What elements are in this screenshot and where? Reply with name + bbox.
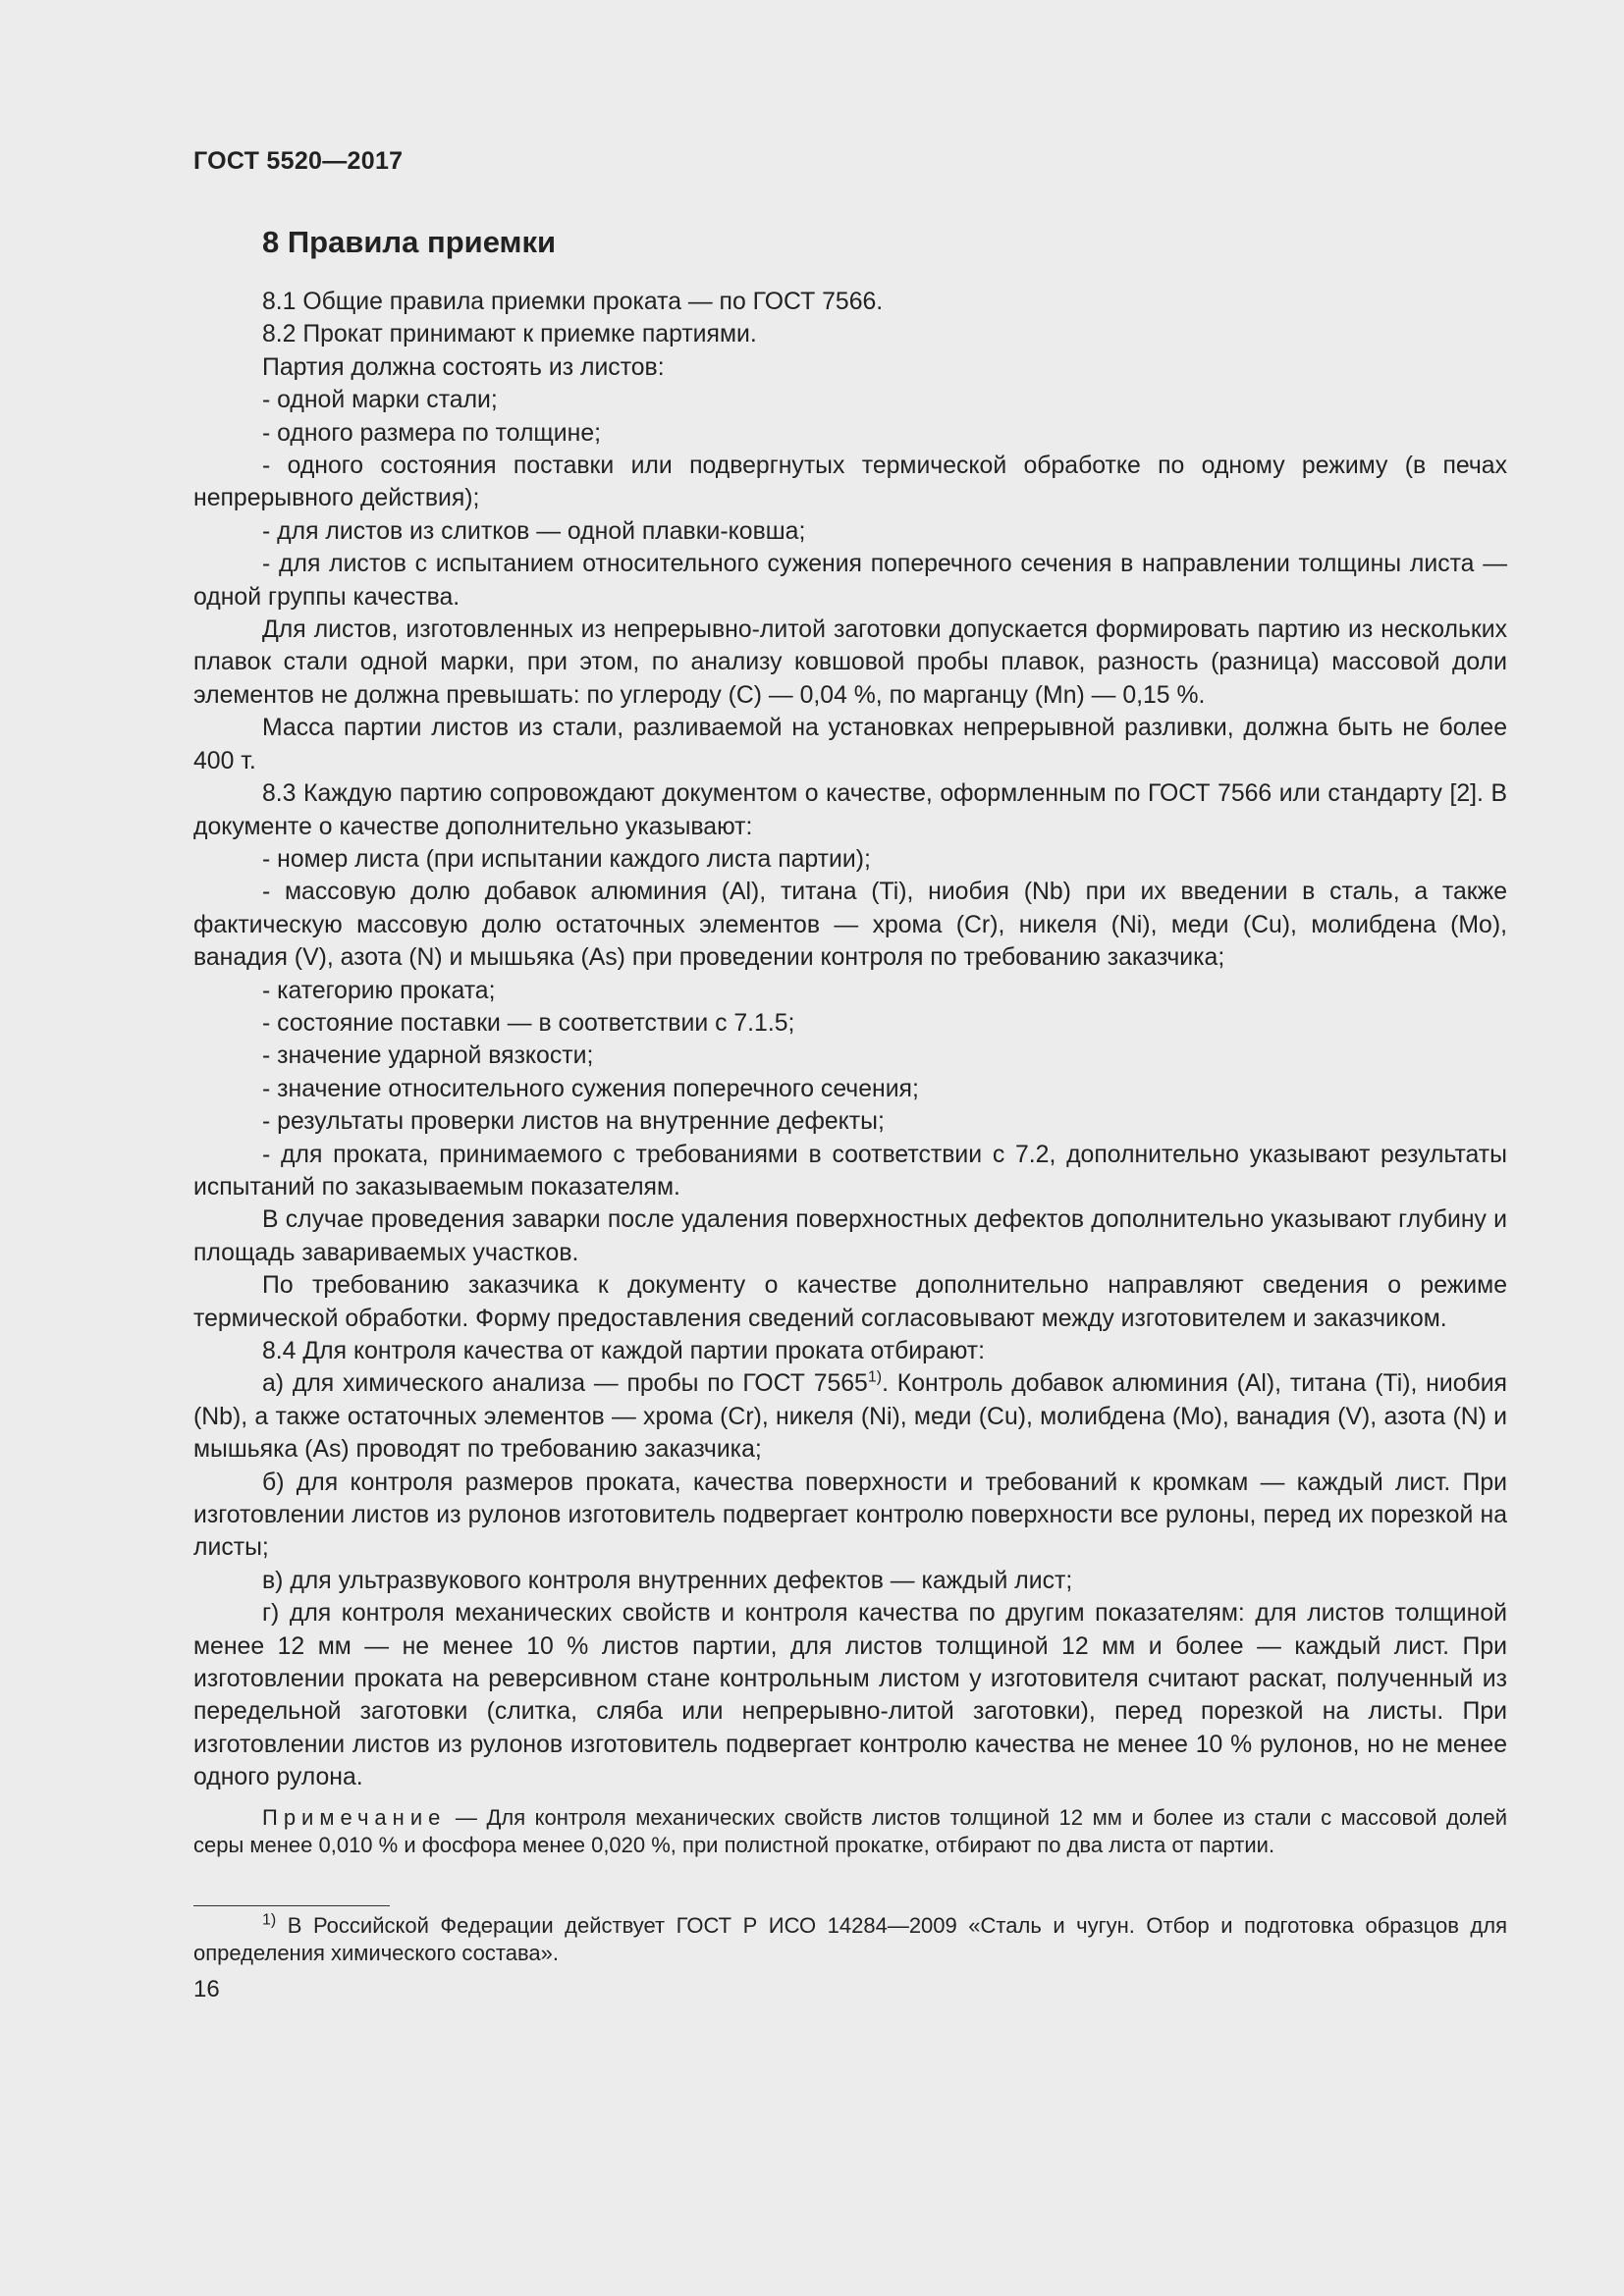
list-item: - одной марки стали; — [262, 387, 498, 414]
page-number: 16 — [193, 1975, 220, 2002]
list-item: - состояние поставки — в соответствии с 7.1.5; — [262, 1009, 795, 1037]
footnote — [193, 1912, 1507, 1968]
list-item: - значение относительного сужения поперечного сечения; — [262, 1075, 919, 1102]
list-item-a — [193, 1367, 1507, 1466]
paragraph: 8.1 Общие правила приемки проката — по ГОСТ 7566. — [262, 289, 884, 315]
page-content — [193, 221, 1507, 2003]
list-item-g: г) для контроля механических свойств и контроля качества по другим показателям: для листов толщиной менее 12 мм — не менее 10 % листов партии, для листов толщиной 12 мм и более — каждый лист. При изготовлении проката на реверсивном стане контрольным листом у изготовителя считают раскат, полученный из передельной заготовки (слитка, сляба или непрерывно-литой заготовки), перед порезкой на листы. При изготовлении листов из рулонов изготовитель подвергает контролю качества не менее 10 % рулонов, но не менее одного рулона. — [193, 1600, 1507, 1791]
list-item-a-text-end: . Контроль добавок алюминия (Al), титана (Ti), ниобия (Nb), а также остаточных элементов — хрома (Cr), никеля (Ni), меди (Cu), молибдена (Mo), ванадия (V), азота (N) и мышьяка (As) проводят по требованию заказчика; — [193, 1370, 1507, 1464]
list-item: - результаты проверки листов на внутренние дефекты; — [262, 1108, 885, 1136]
list-item: - категорию проката; — [262, 977, 496, 1004]
list-item: - номер листа (при испытании каждого листа партии); — [262, 845, 871, 873]
list-item: - для листов из слитков — одной плавки-ковша; — [262, 517, 806, 545]
paragraph: По требованию заказчика к документу о качестве дополнительно направляют сведения о режиме термической обработки. Форму предоставления сведений согласовывают между изготовителем и заказчиком. — [193, 1272, 1507, 1332]
section-title: 8 Правила приемки — [262, 225, 557, 259]
footnote-text: В Российской Федерации действует ГОСТ Р ИСО 14284—2009 «Сталь и чугун. Отбор и подготовка образцов для определения химического состава». — [193, 1912, 1507, 1966]
paragraph: Для листов, изготовленных из непрерывно-литой заготовки допускается формировать партию из нескольких плавок стали одной марки, при этом, по анализу ковшовой пробы плавок, разность (разница) массовой доли элементов не должна превышать: по углероду (С) — 0,04 %, по марганцу (Mn) — 0,15 %. — [193, 616, 1507, 709]
paragraph: 8.2 Прокат принимают к приемке партиями. — [262, 321, 757, 348]
footnote-mark: 1) — [262, 1911, 277, 1929]
footnote-reference: 1) — [867, 1369, 883, 1387]
paragraph: В случае проведения заварки после удаления поверхностных дефектов дополнительно указывают глубину и площадь завариваемых участков. — [193, 1206, 1507, 1266]
list-item: - одного размера по толщине; — [262, 419, 602, 447]
list-item-b: б) для контроля размеров проката, качества поверхности и требований к кромкам — каждый лист. При изготовлении листов из рулонов изготовитель подвергает контролю поверхности все рулоны, перед их порезкой на листы; — [193, 1468, 1507, 1562]
note-text: — Для контроля механических свойств листов толщиной 12 мм и более из стали с массовой долей серы менее 0,010 % и фосфора менее 0,020 %, при полистной прокатке, отбирают по два листа от партии. — [193, 1804, 1507, 1858]
note — [193, 1804, 1507, 1860]
list-item-v: в) для ультразвукового контроля внутренних дефектов — каждый лист; — [262, 1567, 1073, 1594]
paragraph: Партия должна состоять из листов: — [262, 353, 665, 381]
list-item: - для проката, принимаемого с требованиями в соответствии с 7.2, дополнительно указывают результаты испытаний по заказываемым показателям. — [193, 1141, 1507, 1201]
document-header: ГОСТ 5520—2017 — [193, 147, 404, 175]
footnote-divider — [193, 1905, 390, 1906]
list-item-a-text-start: а) для химического анализа — пробы по ГОСТ 7565 — [262, 1370, 868, 1398]
list-item: - значение ударной вязкости; — [262, 1042, 594, 1070]
list-item: - массовую долю добавок алюминия (Al), титана (Ti), ниобия (Nb) при их введении в сталь, а также фактическую массовую долю остаточных элементов — хрома (Cr), никеля (Ni), меди (Cu), молибдена (Mo), ванадия (V), азота (N) и мышьяка (As) при проведении контроля по требованию заказчика; — [193, 879, 1507, 972]
list-item: - для листов с испытанием относительного сужения поперечного сечения в направлении толщины листа — одной группы качества. — [193, 551, 1507, 611]
paragraph: Масса партии листов из стали, разливаемой на установках непрерывной разливки, должна быть не более 400 т. — [193, 715, 1507, 774]
paragraph: 8.4 Для контроля качества от каждой партии проката отбирают: — [262, 1338, 986, 1364]
note-label: Примечание — [262, 1804, 447, 1830]
paragraph: 8.3 Каждую партию сопровождают документом о качестве, оформленным по ГОСТ 7566 или стандарту [2]. В документе о качестве дополнительно указывают: — [193, 780, 1507, 840]
list-item: - одного состояния поставки или подвергнутых термической обработке по одному режиму (в печах непрерывного действия); — [193, 453, 1507, 512]
